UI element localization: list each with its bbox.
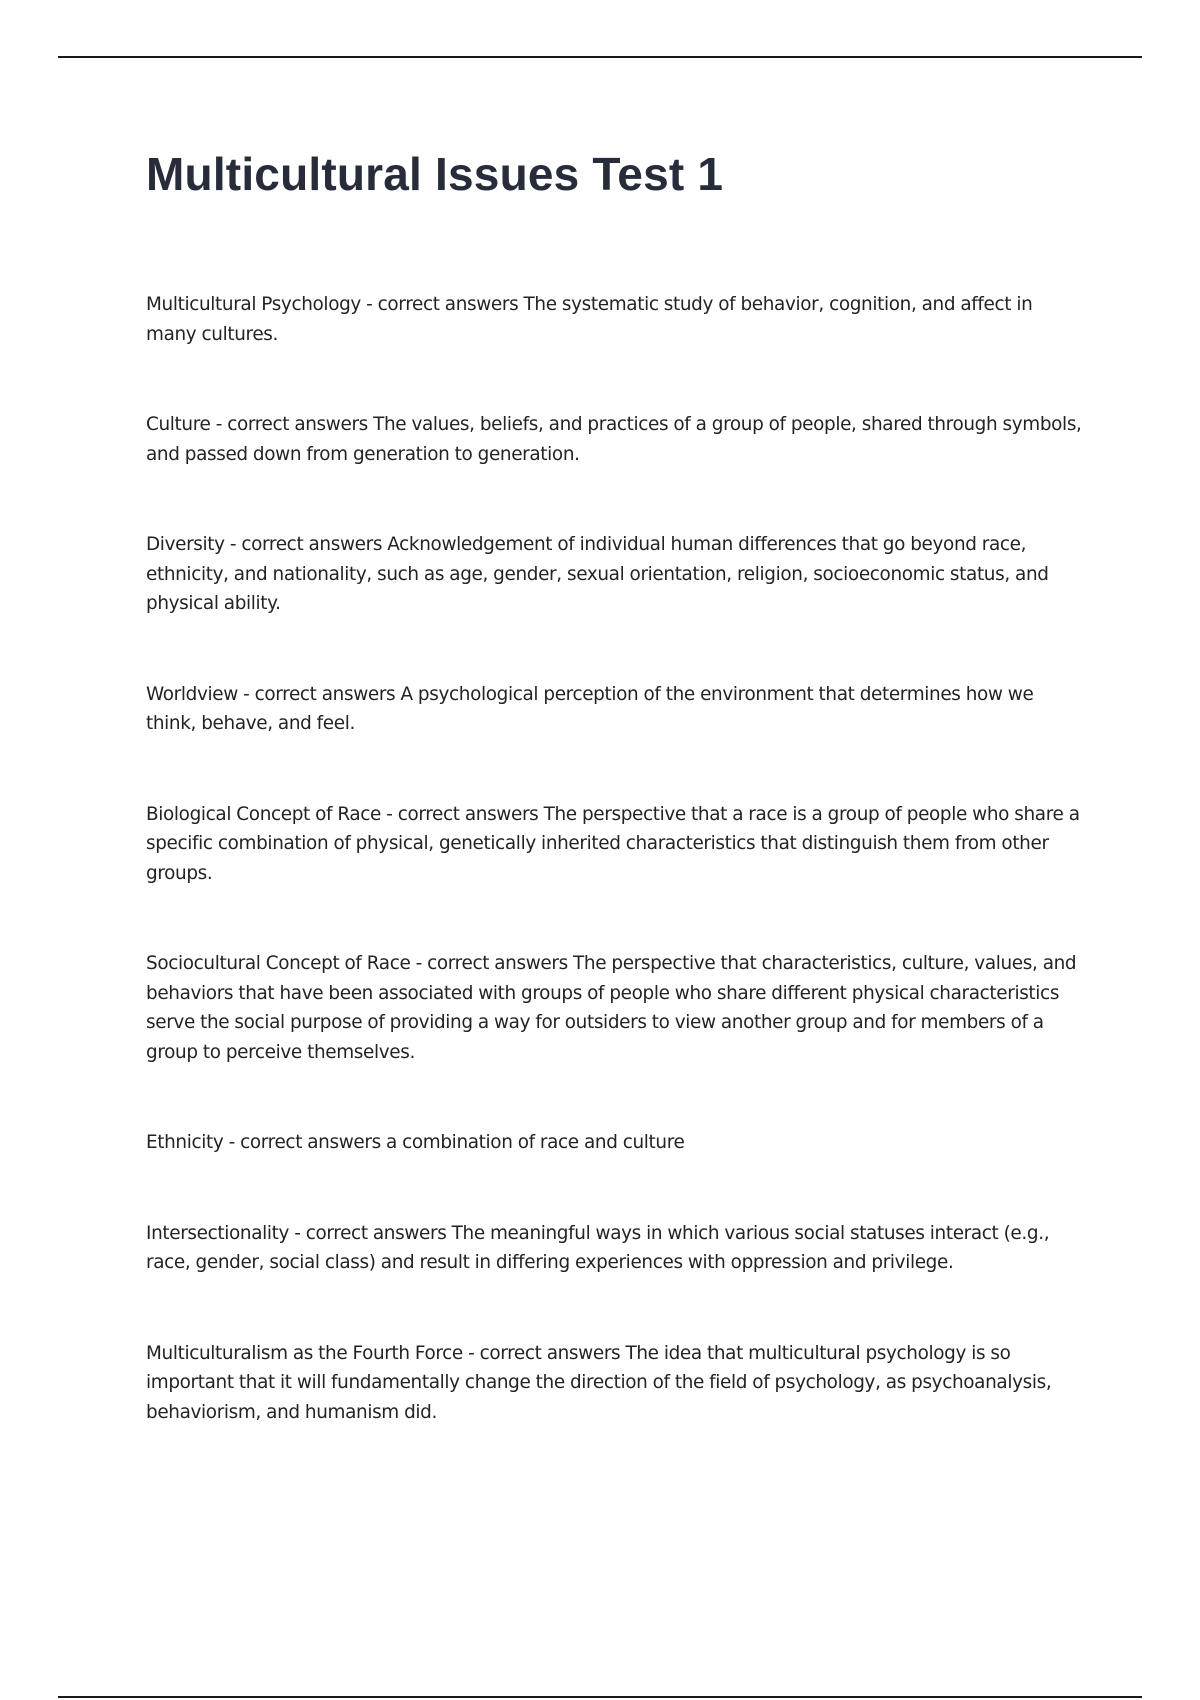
entry-definition: The perspective that characteristics, culture, values, and behaviors that have been associated with groups of people who share different physical characteristics serve the social purpose of providing a way for outsiders to view another group and for members of a group to perceive themselves. <box>146 953 1077 1063</box>
entry-term: Multicultural Psychology <box>146 294 361 315</box>
list-item <box>146 530 1086 619</box>
entry-definition: The perspective that a race is a group of people who share a specific combination of physical, genetically inherited characteristics that distinguish them from other groups. <box>146 803 1080 884</box>
answer-label: correct answers <box>227 414 368 435</box>
entry-separator: - <box>381 803 398 825</box>
page-title: Multicultural Issues Test 1 <box>146 148 724 200</box>
entry-definition: Acknowledgement of individual human differences that go beyond race, ethnicity, and nationality, such as age, gender, sexual orientation, religion, socioeconomic status, and physical ability. <box>146 534 1049 614</box>
answer-label: correct answers <box>479 1342 621 1364</box>
entry-separator: - <box>223 1132 241 1153</box>
entry-term: Worldview <box>146 683 238 705</box>
entry-term: Ethnicity <box>146 1132 224 1153</box>
list-item <box>146 949 1086 1067</box>
entry-list <box>146 290 1086 1488</box>
entry-term: Culture <box>146 414 211 435</box>
entry-term: Multiculturalism as the Fourth Force <box>146 1342 463 1364</box>
entry-term: Biological Concept of Race <box>146 803 382 825</box>
entry-separator: - <box>289 1222 306 1244</box>
list-item <box>146 1219 1086 1278</box>
entry-definition: A psychological perception of the environment that determines how we think, behave, and feel. <box>146 683 1034 734</box>
entry-definition: a combination of race and culture <box>386 1132 685 1153</box>
answer-label: correct answers <box>240 1132 381 1153</box>
list-item <box>146 290 1086 349</box>
answer-label: correct answers <box>377 294 519 315</box>
entry-definition: The idea that multicultural psychology is so important that it will fundamentally change the direction of the field of psychology, as psychoanalysis, behaviorism, and humanism did. <box>146 1342 1052 1423</box>
answer-label: correct answers <box>254 683 396 705</box>
entry-separator: - <box>462 1342 480 1364</box>
list-item <box>146 410 1086 469</box>
entry-term: Sociocultural Concept of Race <box>146 953 411 974</box>
list-item <box>146 800 1086 889</box>
entry-term: Intersectionality <box>146 1222 290 1244</box>
entry-definition: The meaningful ways in which various social statuses interact (e.g., race, gender, social class) and result in differing experiences with oppression and privilege. <box>146 1222 1050 1273</box>
answer-label: correct answers <box>241 534 383 555</box>
entry-separator: - <box>224 534 242 555</box>
list-item <box>146 1128 1086 1158</box>
entry-definition: The systematic study of behavior, cognition, and affect in many cultures. <box>146 294 1033 345</box>
entry-term: Diversity <box>146 534 225 555</box>
list-item <box>146 680 1086 739</box>
list-item <box>146 1339 1086 1428</box>
top-divider <box>58 56 1142 58</box>
answer-label: correct answers <box>397 803 539 825</box>
answer-label: correct answers <box>305 1222 447 1244</box>
entry-definition: The values, beliefs, and practices of a group of people, shared through symbols, and passed down from generation to generation. <box>146 414 1082 465</box>
entry-separator: - <box>237 683 255 705</box>
entry-separator: - <box>210 414 228 435</box>
answer-label: correct answers <box>427 953 568 974</box>
entry-separator: - <box>410 953 428 974</box>
entry-separator: - <box>360 294 378 315</box>
bottom-divider <box>58 1696 1142 1698</box>
